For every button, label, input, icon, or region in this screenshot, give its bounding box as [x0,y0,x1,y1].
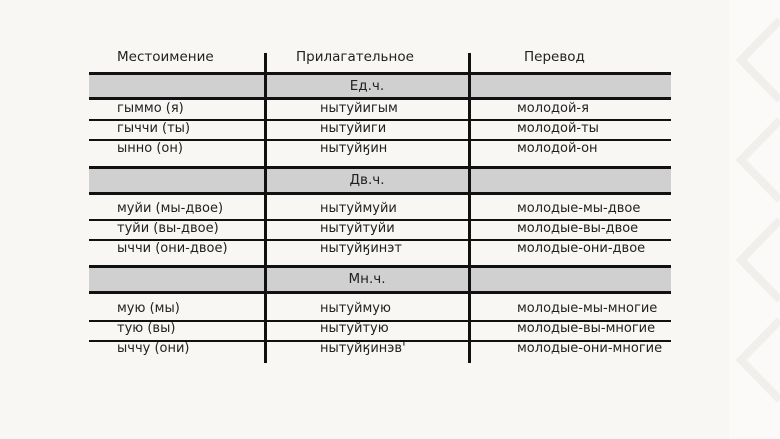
pronoun-cell: тую (вы) [117,321,176,336]
adjective-cell: нытуйтуйи [320,221,395,236]
translation-cell: молодые-вы-двое [517,221,639,236]
header-adjective: Прилагательное [296,49,414,65]
translation-cell: молодые-мы-двое [517,201,641,216]
rule [89,192,671,195]
translation-cell: молодой-я [517,101,589,116]
pronoun-cell: мую (мы) [117,301,180,316]
pronoun-cell: гыччи (ты) [117,121,191,136]
translation-cell: молодые-мы-многие [517,301,658,316]
pronoun-cell: туйи (вы-двое) [117,221,219,236]
chevron-pattern-icon [729,0,780,439]
header-translation: Перевод [524,49,585,65]
adjective-cell: нытуйтую [320,321,389,336]
adjective-cell: нытуймуйи [320,201,397,216]
rule [89,166,671,169]
pronoun-cell: гыммо (я) [117,101,184,116]
adjective-cell: нытуйӄинэв' [320,341,406,356]
group-label-dual: Дв.ч. [349,172,385,188]
decorative-pattern [729,0,780,439]
rule [89,72,671,75]
column-divider [264,53,267,363]
adjective-cell: нытуйигым [320,101,398,116]
translation-cell: молодой-ты [517,121,599,136]
group-label-singular: Ед.ч. [349,78,385,94]
pronoun-cell: ыччу (они) [117,341,190,356]
adjective-cell: нытуйӄин [320,141,388,156]
adjective-cell: нытуймую [320,301,391,316]
translation-cell: молодой-он [517,141,598,156]
translation-cell: молодые-вы-многие [517,321,656,336]
pronoun-cell: ынно (он) [117,141,183,156]
translation-cell: молодые-они-двое [517,241,646,256]
rule [89,291,671,294]
pronoun-cell: ыччи (они-двое) [117,241,228,256]
translation-cell: молодые-они-многие [517,341,663,356]
adjective-cell: нытуйиги [320,121,387,136]
rule [89,265,671,268]
column-divider [468,53,471,363]
pronoun-cell: муйи (мы-двое) [117,201,224,216]
adjective-cell: нытуйӄинэт [320,241,402,256]
header-pronoun: Местоимение [117,49,214,65]
group-label-plural: Мн.ч. [348,271,386,287]
